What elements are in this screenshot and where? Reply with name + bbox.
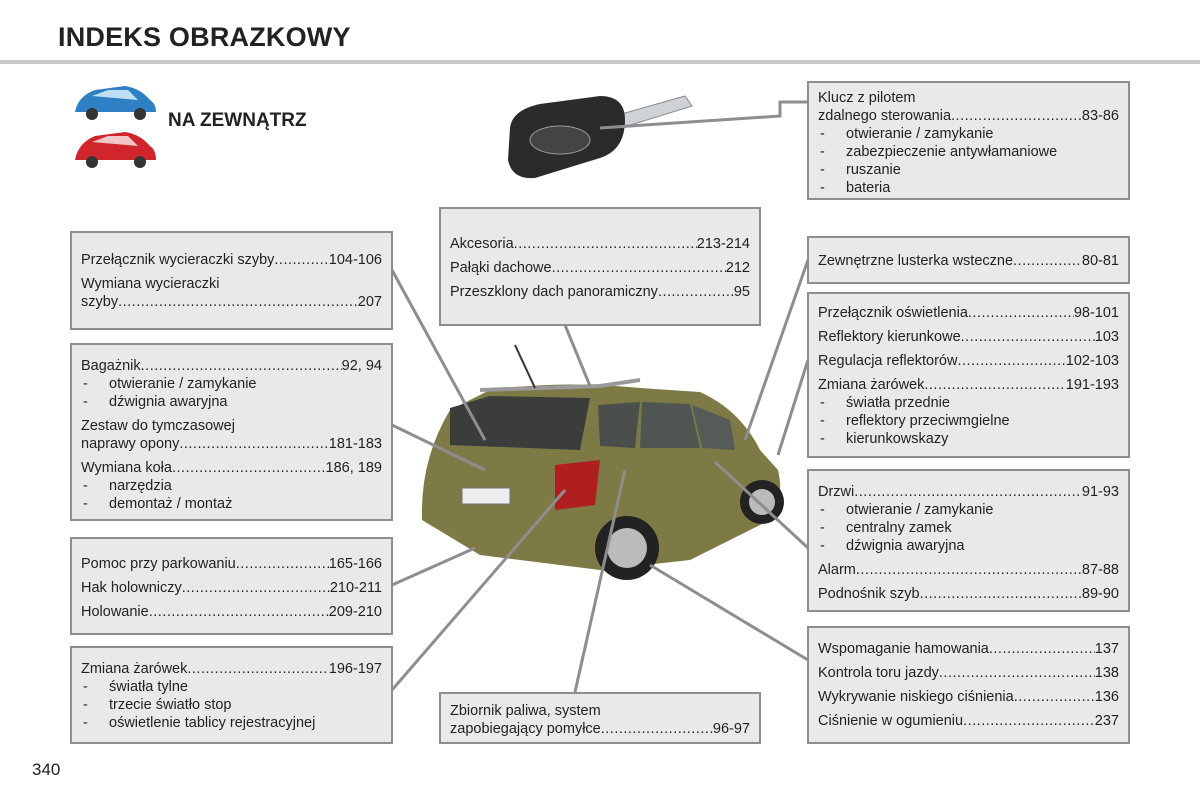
index-entry	[450, 283, 750, 301]
sub-entry	[81, 393, 382, 411]
entry-text: Zestaw do tymczasowej	[81, 418, 235, 434]
mirrors-box	[807, 236, 1130, 284]
entry-label: Wykrywanie niskiego ciśnienia	[818, 689, 1014, 705]
page-title: INDEKS OBRAZKOWY	[58, 22, 351, 52]
index-entry	[818, 304, 1119, 322]
index-entry	[818, 328, 1119, 346]
sub-entry	[818, 394, 1119, 412]
sub-entry	[81, 714, 382, 732]
dot-leader	[989, 640, 1095, 658]
sub-entry	[818, 125, 1119, 143]
dot-leader	[968, 304, 1074, 322]
page-reference: 104-106	[328, 252, 382, 268]
entry-label: Reflektory kierunkowe	[818, 329, 961, 345]
index-entry	[81, 603, 382, 621]
page-reference: 98-101	[1073, 305, 1119, 321]
page-reference: 165-166	[328, 556, 382, 572]
entry-label: Ciśnienie w ogumieniu	[818, 713, 964, 729]
page-number: 340	[32, 760, 61, 779]
dot-leader	[1014, 688, 1095, 706]
index-entry	[81, 293, 382, 311]
entry-label: Zmiana żarówek	[818, 377, 925, 393]
page-reference: 95	[733, 284, 750, 300]
entry-label: Zmiana żarówek	[81, 661, 188, 677]
parking-box	[70, 537, 393, 635]
dot-leader	[1013, 252, 1082, 270]
index-entry	[81, 435, 382, 453]
entry-label: Przełącznik wycieraczki szyby	[81, 252, 275, 268]
dot-leader	[552, 259, 726, 277]
entry-label: Przeszklony dach panoramiczny	[450, 284, 658, 300]
index-entry	[818, 712, 1119, 730]
sub-entry-label: oświetlenie tablicy rejestracyjnej	[109, 715, 316, 731]
entry-label: Zewnętrzne lusterka wsteczne	[818, 253, 1014, 269]
index-entry	[450, 259, 750, 277]
index-entry	[450, 720, 750, 738]
index-entry	[818, 664, 1119, 682]
page-reference: 92, 94	[341, 358, 382, 374]
dot-leader	[957, 352, 1065, 370]
entry-text: Klucz z pilotem	[818, 90, 916, 106]
lights-box	[807, 292, 1130, 458]
entry-label: Pałąki dachowe	[450, 260, 552, 276]
dot-leader	[118, 293, 358, 311]
page-reference: 138	[1094, 665, 1119, 681]
bullet-dash: -	[83, 478, 88, 494]
bullet-dash: -	[820, 431, 825, 447]
entry-label: Pomoc przy parkowaniu	[81, 556, 236, 572]
page-reference: 91-93	[1081, 484, 1119, 500]
sub-entry-label: dźwignia awaryjna	[846, 538, 965, 554]
sub-entry-label: światła przednie	[846, 395, 950, 411]
bullet-dash: -	[83, 697, 88, 713]
bullet-dash: -	[83, 715, 88, 731]
accessories-box	[439, 207, 761, 326]
index-entry	[81, 660, 382, 678]
bullet-dash: -	[820, 180, 825, 196]
index-entry	[81, 459, 382, 477]
dot-leader	[172, 459, 326, 477]
dot-leader	[514, 235, 697, 253]
page-reference: 80-81	[1081, 253, 1119, 269]
index-entry	[818, 688, 1119, 706]
sub-entry-label: światła tylne	[109, 679, 188, 695]
index-entry	[81, 555, 382, 573]
entry-label: zapobiegający pomyłce	[450, 721, 601, 737]
page-reference: 209-210	[328, 604, 382, 620]
dot-leader	[141, 357, 342, 375]
rear-bulbs-box	[70, 646, 393, 744]
page-reference: 136	[1094, 689, 1119, 705]
dot-leader	[924, 376, 1065, 394]
index-entry	[818, 561, 1119, 579]
page-reference: 237	[1094, 713, 1119, 729]
dot-leader	[658, 283, 734, 301]
entry-label: Drzwi	[818, 484, 855, 500]
bullet-dash: -	[820, 144, 825, 160]
page-reference: 212	[725, 260, 750, 276]
sub-entry	[81, 696, 382, 714]
sub-entry	[81, 375, 382, 393]
dot-leader	[236, 555, 329, 573]
index-entry	[81, 579, 382, 597]
braking-box	[807, 626, 1130, 744]
index-entry	[818, 352, 1119, 370]
boot-box	[70, 343, 393, 521]
index-entry	[818, 640, 1119, 658]
sub-entry	[81, 477, 382, 495]
section-heading: NA ZEWNĄTRZ	[168, 110, 307, 131]
dot-leader	[961, 328, 1095, 346]
entry-label: Kontrola toru jazdy	[818, 665, 939, 681]
page-reference: 196-197	[328, 661, 382, 677]
entry-label: Podnośnik szyb	[818, 586, 920, 602]
entry-label: szyby	[81, 294, 119, 310]
sub-entry	[818, 430, 1119, 448]
page-reference: 213-214	[696, 236, 750, 252]
sub-entry	[818, 161, 1119, 179]
entry-label: Przełącznik oświetlenia	[818, 305, 968, 321]
page-reference: 89-90	[1081, 586, 1119, 602]
entry-label: zdalnego sterowania	[818, 108, 952, 124]
index-entry	[818, 585, 1119, 603]
sub-entry-label: otwieranie / zamykanie	[846, 502, 994, 518]
page-reference: 87-88	[1081, 562, 1119, 578]
bullet-dash: -	[820, 413, 825, 429]
sub-entry	[818, 519, 1119, 537]
sub-entry	[818, 412, 1119, 430]
index-entry	[818, 483, 1119, 501]
sub-entry	[818, 179, 1119, 197]
sub-entry-label: otwieranie / zamykanie	[109, 376, 257, 392]
bullet-dash: -	[83, 496, 88, 512]
sub-entry-label: narzędzia	[109, 478, 172, 494]
dot-leader	[854, 483, 1082, 501]
dot-leader	[187, 660, 328, 678]
index-entry	[81, 251, 382, 269]
entry-label: Alarm	[818, 562, 856, 578]
sub-entry	[81, 495, 382, 513]
sub-entry-label: bateria	[846, 180, 891, 196]
page-reference: 103	[1094, 329, 1119, 345]
fuel-box	[439, 692, 761, 744]
sub-entry-label: dźwignia awaryjna	[109, 394, 228, 410]
remote-key-icon	[508, 96, 692, 178]
sub-entry	[81, 678, 382, 696]
sub-entry-label: demontaż / montaż	[109, 496, 233, 512]
sub-entry-label: reflektory przeciwmgielne	[846, 413, 1010, 429]
index-entry	[818, 107, 1119, 125]
dot-leader	[274, 251, 328, 269]
dot-leader	[182, 579, 330, 597]
sub-entry	[818, 501, 1119, 519]
page-reference: 96-97	[712, 721, 750, 737]
bullet-dash: -	[820, 520, 825, 536]
sub-entry-label: zabezpieczenie antywłamaniowe	[846, 144, 1058, 160]
car-illustration	[422, 345, 784, 580]
entry-label: Hak holowniczy	[81, 580, 182, 596]
index-entry	[818, 252, 1119, 270]
bullet-dash: -	[820, 162, 825, 178]
key-remote-box	[807, 81, 1130, 200]
dot-leader	[951, 107, 1082, 125]
bullet-dash: -	[820, 395, 825, 411]
page-reference: 191-193	[1065, 377, 1119, 393]
dot-leader	[856, 561, 1082, 579]
dot-leader	[963, 712, 1095, 730]
entry-label: Bagażnik	[81, 358, 141, 374]
doors-box	[807, 469, 1130, 612]
page-reference: 102-103	[1065, 353, 1119, 369]
sub-entry-label: otwieranie / zamykanie	[846, 126, 994, 142]
dot-leader	[149, 603, 329, 621]
bullet-dash: -	[820, 126, 825, 142]
entry-label: Wspomaganie hamowania	[818, 641, 989, 657]
entry-label: Wymiana koła	[81, 460, 172, 476]
sub-entry	[818, 143, 1119, 161]
entry-text: Wymiana wycieraczki	[81, 276, 220, 292]
dot-leader	[601, 720, 713, 738]
entry-text: Zbiornik paliwa, system	[450, 703, 601, 719]
dot-leader	[920, 585, 1082, 603]
bullet-dash: -	[83, 394, 88, 410]
index-entry	[81, 357, 382, 375]
entry-label: Regulacja reflektorów	[818, 353, 958, 369]
bullet-dash: -	[83, 376, 88, 392]
page-reference: 137	[1094, 641, 1119, 657]
index-entry	[818, 376, 1119, 394]
entry-label: Holowanie	[81, 604, 149, 620]
index-entry	[450, 235, 750, 253]
sub-entry-label: trzecie światło stop	[109, 697, 232, 713]
dot-leader	[939, 664, 1095, 682]
sub-entry-label: ruszanie	[846, 162, 901, 178]
entry-label: naprawy opony	[81, 436, 180, 452]
bullet-dash: -	[820, 502, 825, 518]
page-reference: 186, 189	[325, 460, 382, 476]
sub-entry	[818, 537, 1119, 555]
entry-label: Akcesoria	[450, 236, 514, 252]
page-reference: 207	[357, 294, 382, 310]
page-reference: 83-86	[1081, 108, 1119, 124]
bullet-dash: -	[83, 679, 88, 695]
page-reference: 181-183	[328, 436, 382, 452]
bullet-dash: -	[820, 538, 825, 554]
sub-entry-label: centralny zamek	[846, 520, 952, 536]
sub-entry-label: kierunkowskazy	[846, 431, 949, 447]
wiper-box	[70, 231, 393, 330]
dot-leader	[179, 435, 328, 453]
page-reference: 210-211	[329, 580, 382, 596]
